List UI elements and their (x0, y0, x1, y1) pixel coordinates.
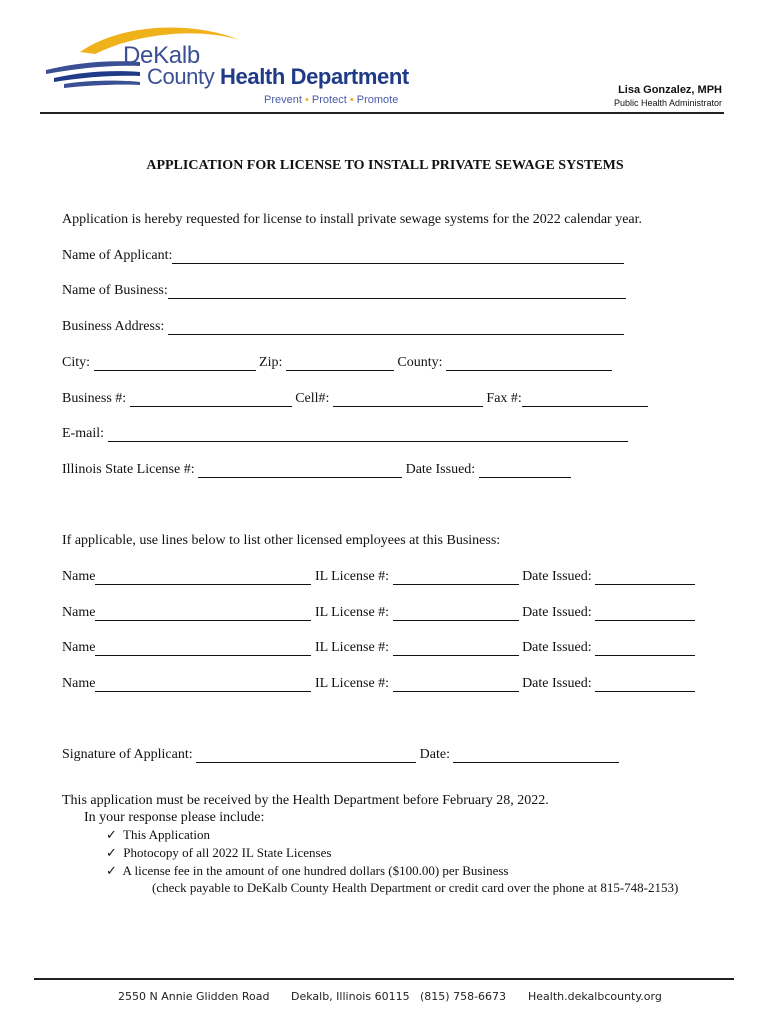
fax-field[interactable] (522, 392, 648, 407)
logo-tagline: Prevent • Protect • Promote (264, 94, 399, 106)
employee-name-field[interactable] (95, 641, 311, 656)
footer-divider (34, 978, 734, 980)
employee-name-field[interactable] (95, 570, 311, 585)
business-address-field[interactable] (168, 320, 624, 335)
applicant-name-label: Name of Applicant: (62, 248, 173, 263)
employees-intro: If applicable, use lines below to list other licensed employees at this Business: (62, 533, 501, 548)
county-label: County: (397, 355, 443, 370)
city-label: City: (62, 355, 91, 370)
footer-city: Dekalb, Illinois 60115 (291, 990, 410, 1003)
signature-date-field[interactable] (453, 748, 619, 763)
footer-phone: (815) 758-6673 (420, 990, 507, 1003)
city-field[interactable] (94, 356, 256, 371)
check-item: ✓ This Application (106, 827, 211, 842)
applicant-name-row (62, 248, 624, 264)
county-field[interactable] (446, 356, 612, 371)
logo-name-line2: County Health Department (147, 64, 409, 89)
employee-license-label: IL License #: (314, 569, 390, 584)
deadline-note: This application must be received by the Health Department before February 28, 2022. (62, 793, 549, 808)
checkmark-icon: ✓ (106, 827, 117, 842)
signature-row (62, 747, 619, 763)
employee-name-label: Name (62, 569, 96, 584)
signature-field[interactable] (196, 748, 416, 763)
employee-row (62, 676, 695, 692)
signature-date-label: Date: (419, 747, 450, 762)
footer-website[interactable]: Health.dekalbcounty.org (528, 990, 662, 1003)
business-phone-field[interactable] (130, 392, 292, 407)
header-divider (40, 112, 724, 114)
cell-phone-label: Cell#: (295, 391, 330, 406)
signature-label: Signature of Applicant: (62, 747, 193, 762)
employee-date-field[interactable] (595, 677, 695, 692)
license-row (62, 462, 571, 478)
employee-date-label: Date Issued: (522, 569, 592, 584)
employee-license-label: IL License #: (314, 640, 390, 655)
zip-label: Zip: (259, 355, 283, 370)
footer-address: 2550 N Annie Glidden Road (118, 990, 270, 1003)
check-item: ✓ A license fee in the amount of one hundred dollars ($100.00) per Business (106, 863, 509, 878)
business-address-row (62, 319, 624, 335)
employee-name-label: Name (62, 640, 96, 655)
employee-license-field[interactable] (393, 606, 519, 621)
employee-name-field[interactable] (95, 606, 311, 621)
checkmark-icon: ✓ (106, 863, 117, 878)
employee-date-label: Date Issued: (522, 676, 592, 691)
logo-name-line1: DeKalb (123, 42, 200, 69)
applicant-name-field[interactable] (172, 249, 624, 264)
city-zip-county-row (62, 355, 612, 371)
employee-license-field[interactable] (393, 570, 519, 585)
employee-row (62, 605, 695, 621)
date-issued-field[interactable] (479, 463, 571, 478)
email-row (62, 426, 628, 442)
il-license-label: Illinois State License #: (62, 462, 195, 477)
business-address-label: Business Address: (62, 319, 165, 334)
date-issued-label: Date Issued: (405, 462, 476, 477)
business-name-label: Name of Business: (62, 283, 168, 298)
email-field[interactable] (108, 427, 628, 442)
employee-license-field[interactable] (393, 677, 519, 692)
fax-label: Fax #: (486, 391, 522, 406)
il-license-field[interactable] (198, 463, 402, 478)
intro-text: Application is hereby requested for license to install private sewage systems for the 2022 calendar year. (62, 212, 643, 227)
administrator-name: Lisa Gonzalez, MPH (618, 84, 722, 96)
include-intro: In your response please include: (84, 810, 265, 825)
phone-row (62, 391, 648, 407)
employee-date-label: Date Issued: (522, 640, 592, 655)
employee-row (62, 569, 695, 585)
employee-date-field[interactable] (595, 606, 695, 621)
employee-license-label: IL License #: (314, 676, 390, 691)
employee-date-field[interactable] (595, 570, 695, 585)
employee-license-label: IL License #: (314, 605, 390, 620)
employee-date-field[interactable] (595, 641, 695, 656)
business-name-field[interactable] (168, 284, 626, 299)
employee-name-field[interactable] (95, 677, 311, 692)
employee-license-field[interactable] (393, 641, 519, 656)
employee-name-label: Name (62, 676, 96, 691)
cell-phone-field[interactable] (333, 392, 483, 407)
checkmark-icon: ✓ (106, 845, 117, 860)
payment-note: (check payable to DeKalb County Health Department or credit card over the phone at 815-748-2153) (152, 880, 679, 895)
administrator-title: Public Health Administrator (613, 98, 722, 108)
form-title: APPLICATION FOR LICENSE TO INSTALL PRIVATE SEWAGE SYSTEMS (146, 158, 624, 173)
employee-row (62, 640, 695, 656)
employee-date-label: Date Issued: (522, 605, 592, 620)
business-phone-label: Business #: (62, 391, 127, 406)
check-item: ✓ Photocopy of all 2022 IL State Licenses (106, 845, 332, 860)
email-label: E-mail: (62, 426, 104, 441)
zip-field[interactable] (286, 356, 394, 371)
business-name-row (62, 283, 626, 299)
employee-name-label: Name (62, 605, 96, 620)
